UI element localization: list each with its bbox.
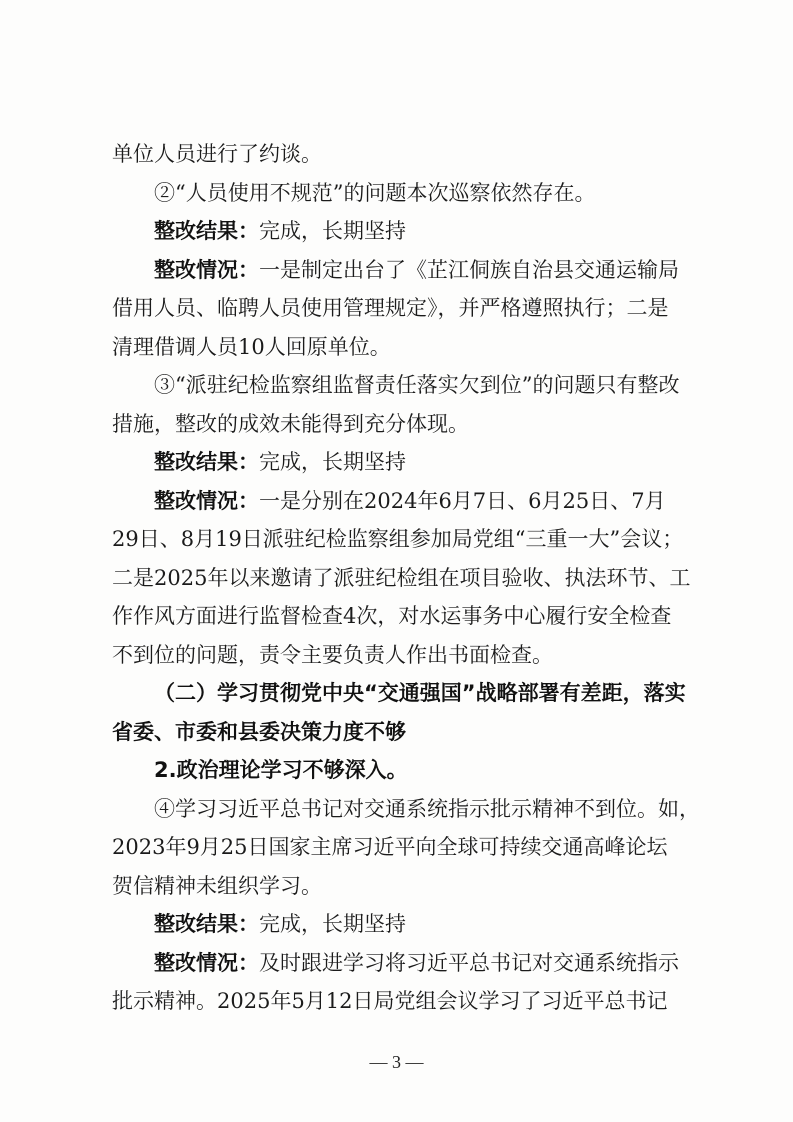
paragraph-text: 一是制定出台了《芷江侗族自治县交通运输局 <box>259 258 679 282</box>
paragraph-text: 批示精神。2025年5月12日局党组会议学习了习近平总书记 <box>112 989 668 1013</box>
paragraph-text: 措施，整改的成效未能得到充分体现。 <box>112 412 469 436</box>
paragraph-text: ④学习习近平总书记对交通系统指示批示精神不到位。如， <box>154 797 700 821</box>
result-text: 完成，长期坚持 <box>259 912 406 936</box>
result-label: 整改结果： <box>154 450 259 474</box>
section-heading <box>112 718 406 746</box>
body-line <box>112 987 668 1015</box>
body-line <box>154 795 700 823</box>
body-line <box>112 140 322 168</box>
body-line <box>112 872 322 900</box>
paragraph-text: 单位人员进行了约谈。 <box>112 142 322 166</box>
body-line <box>154 179 595 207</box>
body-line <box>154 487 666 515</box>
paragraph-text: ③“派驻纪检监察组监督责任落实欠到位”的问题只有整改 <box>154 373 680 397</box>
paragraph-text: 2023年9月25日国家主席习近平向全球可持续交通高峰论坛 <box>112 835 668 859</box>
page-number: — 3 — <box>369 1052 424 1072</box>
body-line <box>154 910 406 938</box>
result-text: 完成，长期坚持 <box>259 219 406 243</box>
body-line <box>112 525 683 553</box>
paragraph-text: 不到位的问题，责令主要负责人作出书面检查。 <box>112 643 553 667</box>
body-line <box>154 949 679 977</box>
paragraph-text: ②“人员使用不规范”的问题本次巡察依然存在。 <box>154 181 596 205</box>
body-line <box>112 833 668 861</box>
paragraph-text: 作作风方面进行监督检查4次，对水运事务中心履行安全检查 <box>112 604 672 628</box>
body-line <box>154 217 406 245</box>
body-line <box>112 294 669 322</box>
status-label: 整改情况： <box>154 489 259 513</box>
result-text: 完成，长期坚持 <box>259 450 406 474</box>
paragraph-text: 二是2025年以来邀请了派驻纪检组在项目验收、执法环节、工 <box>112 566 691 590</box>
heading-text: 省委、市委和县委决策力度不够 <box>112 720 406 744</box>
section-heading <box>154 679 686 707</box>
body-line <box>154 256 679 284</box>
body-line <box>154 371 679 399</box>
body-line <box>112 410 469 438</box>
body-line <box>154 448 406 476</box>
paragraph-text: 29日、8月19日派驻纪检监察组参加局党组“三重一大”会议； <box>112 527 684 551</box>
result-label: 整改结果： <box>154 219 259 243</box>
paragraph-text: 一是分别在2024年6月7日、6月25日、7月 <box>259 489 666 513</box>
paragraph-text: 及时跟进学习将习近平总书记对交通系统指示 <box>259 951 679 975</box>
status-label: 整改情况： <box>154 258 259 282</box>
paragraph-text: 贺信精神未组织学习。 <box>112 874 322 898</box>
status-label: 整改情况： <box>154 951 259 975</box>
result-label: 整改结果： <box>154 912 259 936</box>
paragraph-text: 清理借调人员10人回原单位。 <box>112 335 391 359</box>
heading-text: （二）学习贯彻党中央“交通强国”战略部署有差距，落实 <box>154 681 686 705</box>
subsection-heading <box>154 756 408 784</box>
body-line <box>112 641 553 669</box>
body-line <box>112 333 391 361</box>
heading-text: 2.政治理论学习不够深入。 <box>154 758 408 782</box>
body-line <box>112 602 671 630</box>
paragraph-text: 借用人员、临聘人员使用管理规定》，并严格遵照执行；二是 <box>112 296 669 320</box>
body-line <box>112 564 690 592</box>
